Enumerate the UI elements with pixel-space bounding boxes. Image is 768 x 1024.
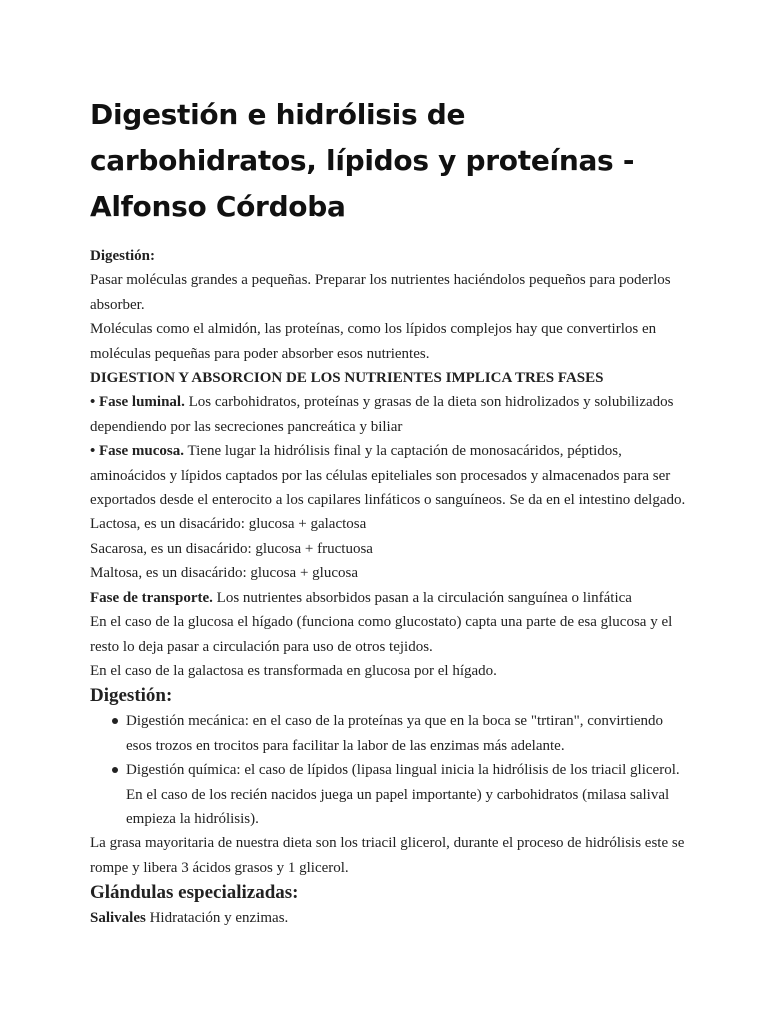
document-page <box>90 92 690 931</box>
phase-mucosa-label: • Fase mucosa. <box>90 443 184 460</box>
section-heading-digestion: Digestión: <box>90 248 155 264</box>
line-sacarosa: Sacarosa, es un disacárido: glucosa + fructuosa <box>90 540 373 557</box>
phase-luminal <box>90 390 690 439</box>
salivales-text: Hidratación y enzimas. <box>145 910 289 927</box>
list-item-quimica: Digestión química: el caso de lípidos (lipasa lingual inicia la hidrólisis de los triacil glicerol. En el caso de los recién nacidos juega un papel importante) y carbohidratos (milasa salival empieza la hidrólisis). <box>126 758 690 831</box>
paragraph-grasa: La grasa mayoritaria de nuestra dieta son los triacil glicerol, durante el proceso de hidrólisis este se rompe y libera 3 ácidos grasos y 1 glicerol. <box>90 835 685 876</box>
phase-transporte <box>90 586 690 610</box>
list-item-mecanica: Digestión mecánica: en el caso de la proteínas ya que en la boca se "trtiran", convirtiendo esos trozos en trocitos para facilitar la labor de las enzimas más adelante. <box>126 709 690 758</box>
phase-luminal-label: • Fase luminal. <box>90 394 185 411</box>
paragraph-definition: Pasar moléculas grandes a pequeñas. Preparar los nutrientes haciéndolos pequeños para poderlos absorber. <box>90 272 671 313</box>
paragraph-molecules: Moléculas como el almidón, las proteínas, como los lípidos complejos hay que convertirlos en moléculas pequeñas para poder absorber esos nutrientes. <box>90 321 657 362</box>
section-heading-digestion-2: Digestión: <box>90 685 173 707</box>
phase-luminal-text: Los carbohidratos, proteínas y grasas de la dieta son hidrolizados y solubilizados dependiendo por las secreciones pancreática y biliar <box>90 394 674 435</box>
document-body <box>90 244 690 931</box>
line-salivales <box>90 906 690 930</box>
phase-mucosa-text: Tiene lugar la hidrólisis final y la captación de monosacáridos, péptidos, aminoácidos y lípidos captados por las células epiteliales son procesados y almacenados para ser exportados desde el enterocito a los capilares linfáticos o sanguíneos. Se da en el intestino delgado. <box>90 443 686 509</box>
paragraph-galactosa: En el caso de la galactosa es transformada en glucosa por el hígado. <box>90 662 497 679</box>
document-title: Digestión e hidrólisis de carbohidratos, lípidos y proteínas - Alfonso Córdoba <box>90 98 635 223</box>
section-heading-glandulas: Glándulas especializadas: <box>90 882 299 904</box>
line-maltosa: Maltosa, es un disacárido: glucosa + glucosa <box>90 565 358 582</box>
line-lactosa: Lactosa, es un disacárido: glucosa + galactosa <box>90 516 367 533</box>
salivales-label: Salivales <box>90 910 146 927</box>
phase-mucosa <box>90 439 690 512</box>
phase-transporte-label: Fase de transporte. <box>90 589 213 606</box>
digestion-types-list <box>90 709 690 831</box>
paragraph-glucosa: En el caso de la glucosa el hígado (funciona como glucostato) capta una parte de esa glucosa y el resto lo deja pasar a circulación para uso de otros tejidos. <box>90 614 673 655</box>
phase-transporte-text: Los nutrientes absorbidos pasan a la circulación sanguínea o linfática <box>212 589 632 606</box>
phases-heading: DIGESTION Y ABSORCION DE LOS NUTRIENTES IMPLICA TRES FASES <box>90 370 604 387</box>
